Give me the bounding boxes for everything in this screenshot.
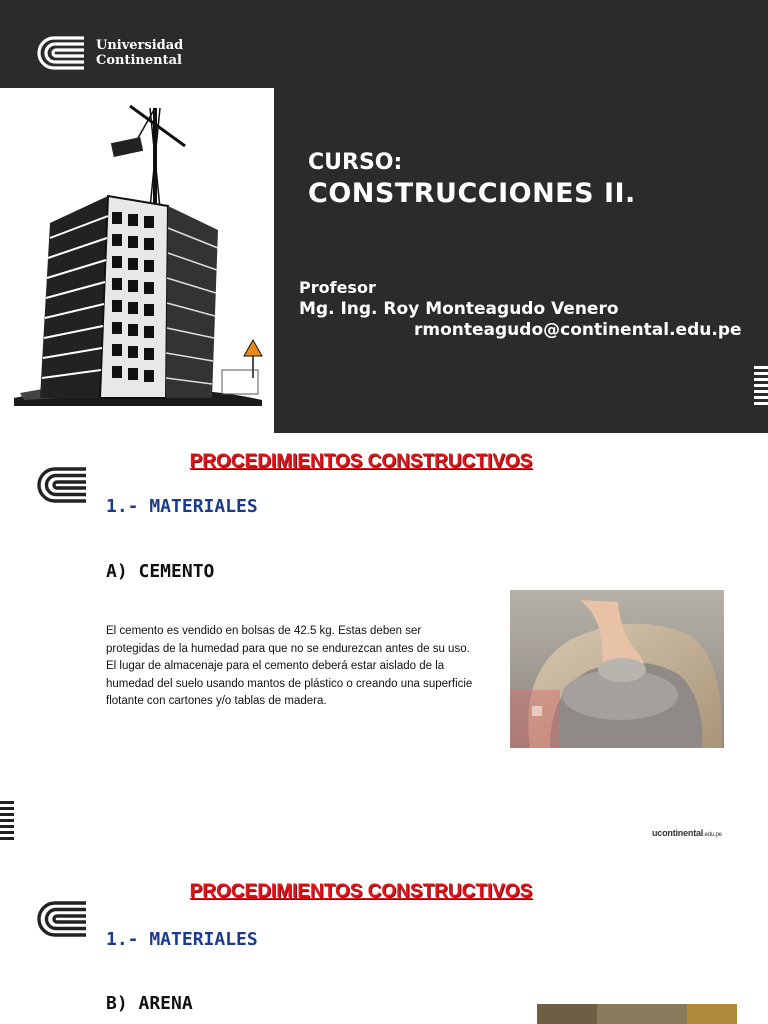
menu-lines-icon (754, 366, 768, 408)
slide-title: PROCEDIMIENTOS CONSTRUCTIVOS (189, 881, 533, 902)
slide-cemento (0, 433, 768, 863)
body-text: El cemento es vendido en bolsas de 42.5 kg. Estas deben ser protegidas de la humedad para que no se endurezcan antes de su uso. El lugar de almacenaje para el cemento deberá estar aislado de la humedad del suelo usando mantos de plástico o creando una superficie flotante con cartones y/o tablas de madera. (106, 625, 473, 707)
brand-line-2: Continental (96, 53, 182, 68)
course-name: CONSTRUCCIONES II. (308, 178, 636, 209)
section-heading: 1.- MATERIALES (106, 929, 258, 950)
brand-line-1: Universidad (96, 38, 184, 53)
cement-photo (510, 590, 724, 748)
slide-title: PROCEDIMIENTOS CONSTRUCTIVOS (189, 451, 533, 472)
footer-brand-main: ucontinental (652, 828, 704, 838)
sand-photo (537, 1004, 737, 1024)
footer-brand-suffix: .edu.pe (703, 832, 722, 838)
university-logo-icon (34, 897, 88, 941)
slide-arena (0, 863, 768, 1024)
sub-heading: A) CEMENTO (106, 561, 215, 582)
university-logo (34, 32, 183, 74)
professor-label: Profesor (299, 278, 376, 297)
university-logo-icon (34, 32, 88, 74)
building-illustration-panel (0, 88, 274, 433)
course-label: CURSO: (308, 150, 403, 175)
building-crane-illustration (0, 88, 274, 433)
section-heading: 1.- MATERIALES (106, 496, 258, 517)
footer-brand (652, 828, 722, 838)
sub-heading: B) ARENA (106, 993, 193, 1014)
title-slide (0, 0, 768, 433)
menu-lines-icon (0, 801, 14, 843)
professor-name: Mg. Ing. Roy Monteagudo Venero (299, 299, 619, 319)
professor-email[interactable]: rmonteagudo@continental.edu.pe (414, 320, 742, 340)
